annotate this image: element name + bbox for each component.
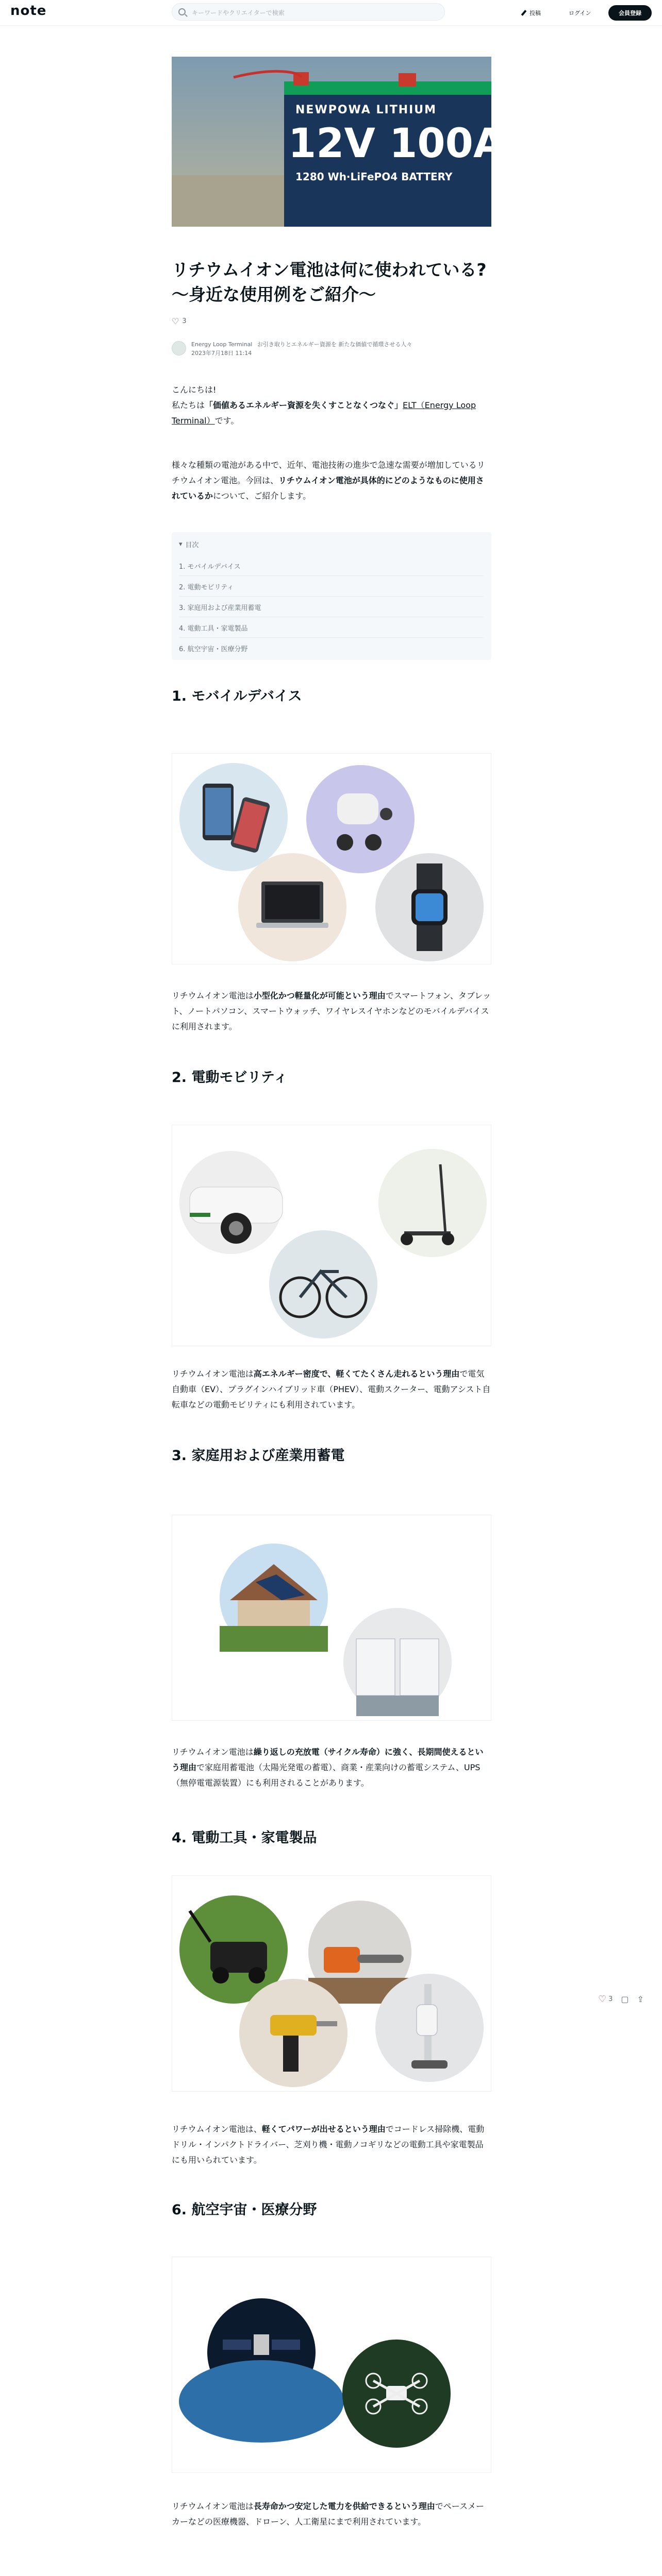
drill-icon — [239, 1979, 347, 2087]
e-bike-image — [269, 1230, 377, 1338]
section-bold: 軽くてパワーが出せるという理由 — [261, 2124, 386, 2134]
hero-brand-text: NEWPOWA LITHIUM — [295, 104, 437, 116]
section-bold: 長寿命かつ安定した電力を供給できるという理由 — [253, 2501, 435, 2511]
toc-item[interactable]: 2. 電動モビリティ — [179, 582, 483, 597]
scooter-icon — [378, 1149, 487, 1257]
para2-pre: 様々な種類の電池がある中で、近年、電池技術の進歩で急速な需要が増加しているリチウムイオン電池。今回は、 — [172, 460, 485, 485]
section-text: リチウムイオン電池は — [172, 2501, 254, 2511]
table-of-contents — [172, 532, 491, 660]
author-name[interactable]: Energy Loop Terminal — [191, 341, 253, 348]
section-text: でペースメーカーなどの医療機器、ドローン、人工衛星にまで利用されています。 — [172, 2501, 484, 2527]
drill-image — [239, 1979, 347, 2087]
section-heading: 3. 家庭用および産業用蓄電 — [172, 1448, 345, 1464]
para2-bold: リチウムイオン電池が具体的にどのようなものに使用されているか — [172, 476, 484, 501]
intro-line — [172, 398, 491, 429]
solar-house-image — [220, 1544, 328, 1652]
ev-image — [179, 1151, 283, 1254]
hero-sub-text: 1280 Wh·LiFePO4 BATTERY — [295, 171, 453, 183]
section-text: リチウムイオン電池は — [172, 1747, 254, 1757]
section-bold: 小型化かつ軽量化が可能という理由 — [253, 991, 386, 1001]
vacuum-image — [375, 1974, 484, 2082]
intro-greeting: こんにちは! — [172, 385, 217, 395]
share-icon[interactable]: ⇪ — [637, 1994, 644, 2004]
section-body — [172, 2122, 491, 2168]
title-line-1: リチウムイオン電池は何に使われている? — [172, 260, 487, 280]
section-text: でスマートフォン、タブレット、ノートパソコン、スマートウォッチ、ワイヤレスイヤホンなどのモバイルデバイスに利用されます。 — [172, 991, 491, 1031]
industrial-storage-image — [343, 1608, 452, 1716]
intro-block — [172, 382, 491, 429]
battery-illustration — [172, 57, 533, 227]
section-bold: 高エネルギー密度で、軽くてたくさん走れるという理由 — [253, 1369, 460, 1379]
author-tagline: お引き取りとエネルギー資源を 新たな価値で循環させる人々 — [257, 341, 412, 348]
intro-prefix: 私たちは — [172, 400, 205, 410]
para2-suffix: について、ご紹介します。 — [213, 491, 311, 501]
section-text: リチウムイオン電池は、 — [172, 2124, 262, 2134]
signup-button[interactable]: 会員登録 — [608, 5, 652, 21]
toc-toggle[interactable] — [179, 539, 199, 549]
mobility-figure — [172, 1125, 491, 1346]
section-body — [172, 1366, 491, 1413]
section-text: リチウムイオン電池は — [172, 991, 254, 1001]
battery-cabinet-icon — [343, 1608, 452, 1716]
title-like-row[interactable] — [172, 316, 491, 326]
toc-heading: 目次 — [185, 541, 199, 549]
heart-outline-icon: ♡ — [172, 316, 179, 326]
section-body — [172, 1744, 491, 1791]
pen-icon — [521, 10, 527, 16]
hero-spec-text: 12V 100Ah — [288, 121, 533, 167]
smartwatch-image — [375, 853, 484, 961]
toc-item[interactable]: 4. 電動工具・家電製品 — [179, 623, 483, 638]
mobile-devices-figure — [172, 753, 491, 964]
laptop-icon — [238, 853, 346, 961]
laptop-image — [238, 853, 346, 961]
intro-suffix: です。 — [214, 416, 239, 426]
section-bold: 繰り返しの充放電（サイクル寿命）に強く、長期間使えるという理由 — [172, 1747, 484, 1772]
article-title — [172, 258, 491, 307]
author-avatar[interactable] — [172, 341, 186, 355]
car-icon — [179, 1151, 283, 1254]
post-label: 投稿 — [529, 10, 541, 16]
satellite-icon — [207, 2298, 316, 2406]
section-text: でコードレス掃除機、電動ドリル・インパクトドライバー、芝刈り機・電動ノコギリなどの電動工具や家電製品にも用いられています。 — [172, 2124, 485, 2165]
author-block — [172, 340, 491, 361]
toc-item[interactable]: 3. 家庭用および産業用蓄電 — [179, 602, 483, 617]
elt-link[interactable]: ELT（Energy Loop Terminal） — [172, 400, 476, 426]
publish-date: 2023年7月18日 11:14 — [191, 350, 252, 357]
search-bar[interactable] — [172, 3, 445, 21]
smartwatch-icon — [375, 853, 484, 961]
title-line-2: 〜身近な使用例をご紹介〜 — [172, 284, 376, 304]
bicycle-icon — [269, 1230, 377, 1338]
drone-icon — [342, 2340, 451, 2448]
toc-item[interactable]: 1. モバイルデバイス — [179, 561, 483, 576]
reaction-bar — [598, 1994, 644, 2005]
comment-icon[interactable]: ▢ — [621, 1994, 629, 2004]
chevron-down-icon: ▾ — [179, 540, 183, 548]
like-count: 3 — [608, 1995, 613, 2003]
login-button[interactable]: ログイン — [569, 10, 591, 16]
solar-panel-icon — [220, 1544, 328, 1652]
satellite-image — [207, 2298, 316, 2406]
like-button[interactable] — [598, 1994, 613, 2005]
intro-bold: 「価値あるエネルギー資源を失くすことなくつなぐ」 — [205, 400, 403, 410]
section-text: で電気自動車（EV）、プラグインハイブリッド車（PHEV）、電動スクーター、電動アシスト自転車などの電動モビリティにも利用されています。 — [172, 1369, 491, 1410]
section-text: リチウムイオン電池は — [172, 1369, 254, 1379]
section-body — [172, 988, 491, 1035]
section-text: で家庭用蓄電池（太陽光発電の蓄電）、商業・産業向けの蓄電システム、UPS（無停電電源装置）にも利用されることがあります。 — [172, 1762, 481, 1788]
heart-icon: ♡ — [598, 1994, 607, 2005]
e-scooter-image — [378, 1149, 487, 1257]
section-heading: 1. モバイルデバイス — [172, 688, 302, 704]
storage-figure — [172, 1515, 491, 1721]
post-button[interactable] — [521, 6, 541, 20]
section-heading: 6. 航空宇宙・医療分野 — [172, 2202, 317, 2218]
section-heading: 4. 電動工具・家電製品 — [172, 1830, 317, 1846]
search-placeholder: キーワードやクリエイターで検索 — [192, 9, 285, 16]
section-heading: 2. 電動モビリティ — [172, 1070, 288, 1086]
toc-item[interactable]: 6. 航空宇宙・医療分野 — [179, 646, 248, 653]
vacuum-icon — [375, 1974, 484, 2082]
site-header — [0, 0, 662, 26]
aerospace-figure — [172, 2257, 491, 2473]
tools-figure — [172, 1875, 491, 2092]
intro-paragraph — [172, 457, 491, 504]
search-icon — [178, 8, 186, 15]
section-body — [172, 2499, 491, 2530]
author-line — [191, 340, 480, 348]
title-like-count: 3 — [182, 317, 187, 325]
hero-image — [172, 57, 533, 227]
note-logo[interactable]: note — [10, 3, 47, 19]
drone-image — [342, 2340, 451, 2448]
